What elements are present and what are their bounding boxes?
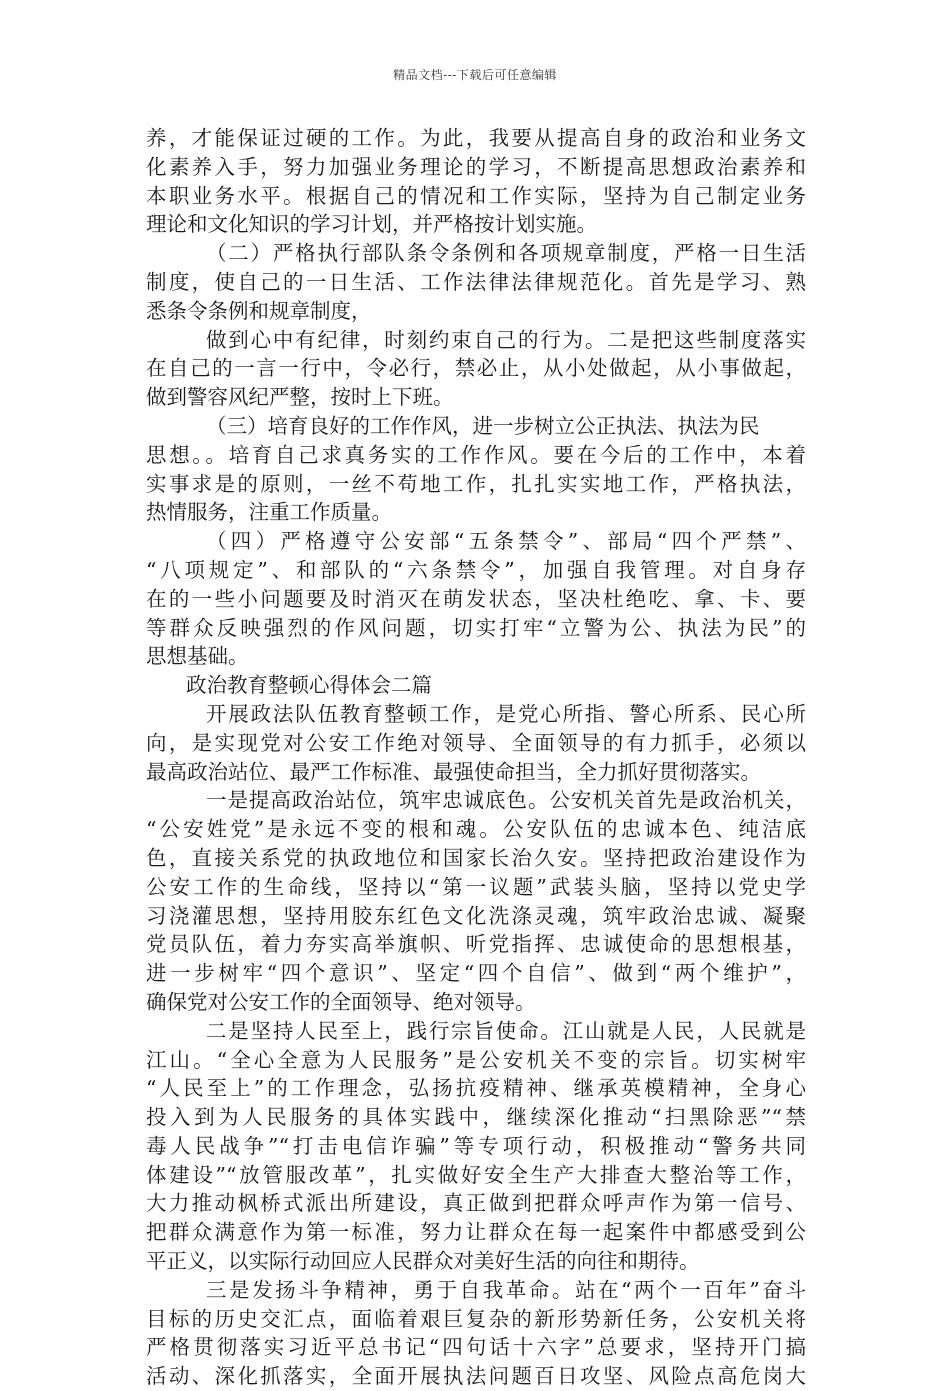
- text-line: 色，直接关系党的执政地位和国家长治久安。坚持把政治建设作为: [146, 845, 806, 870]
- text-line: 热情服务，注重工作质量。: [146, 500, 392, 525]
- text-line: “人民至上”的工作理念，弘扬抗疫精神、继承英模精神，全身心: [146, 1076, 806, 1101]
- text-line: 政治教育整顿心得体会二篇: [186, 673, 432, 698]
- text-line: 向，是实现党对公安工作绝对领导、全面领导的有力抓手，必须以: [146, 730, 806, 755]
- text-line: 制度，使自己的一日生活、工作法律法律规范化。首先是学习、熟: [146, 269, 806, 294]
- text-line: 投入到为人民服务的具体实践中，继续深化推动“扫黑除恶”“禁: [146, 1105, 806, 1130]
- text-line: 把群众满意作为第一标准，努力让群众在每一起案件中都感受到公: [146, 1220, 806, 1245]
- text-line: （二）严格执行部队条令条例和各项规章制度，严格一日生活: [206, 241, 806, 266]
- text-line: 严格贯彻落实习近平总书记“四句话十六字”总要求，坚持开门搞: [146, 1335, 806, 1360]
- text-line: 体建设”“放管服改革”，扎实做好安全生产大排查大整治等工作，: [146, 1162, 806, 1187]
- text-line: （四）严格遵守公安部“五条禁令”、部局“四个严禁”、: [206, 529, 806, 554]
- text-line: 二是坚持人民至上，践行宗旨使命。江山就是人民，人民就是: [206, 1018, 806, 1043]
- text-line: 平正义，以实际行动回应人民群众对美好生活的向往和期待。: [146, 1249, 700, 1274]
- text-line: “公安姓党”是永远不变的根和魂。公安队伍的忠诚本色、纯洁底: [146, 817, 806, 842]
- text-line: 三是发扬斗争精神，勇于自我革命。站在“两个一百年”奋斗: [206, 1277, 806, 1302]
- text-line: 目标的历史交汇点，面临着艰巨复杂的新形势新任务，公安机关将: [146, 1306, 806, 1331]
- text-line: 大力推动枫桥式派出所建设，真正做到把群众呼声作为第一信号、: [146, 1191, 806, 1216]
- text-line: 实事求是的原则，一丝不苟地工作，扎扎实实地工作，严格执法，: [146, 471, 806, 496]
- text-line: 公安工作的生命线，坚持以“第一议题”武装头脑，坚持以党史学: [146, 874, 806, 899]
- text-line: 等群众反映强烈的作风问题，切实打牢“立警为公、执法为民”的: [146, 615, 806, 640]
- text-line: 党员队伍，着力夯实高举旗帜、听党指挥、忠诚使命的思想根基，: [146, 932, 806, 957]
- text-line: 化素养入手，努力加强业务理论的学习，不断提高思想政治素养和: [146, 154, 806, 179]
- text-line: 一是提高政治站位，筑牢忠诚底色。公安机关首先是政治机关，: [206, 788, 806, 813]
- text-line: （三）培育良好的工作作风，进一步树立公正执法、执法为民: [206, 413, 760, 438]
- text-line: 做到警容风纪严整，按时上下班。: [146, 385, 454, 410]
- text-line: 思想基础。: [146, 644, 249, 669]
- document-body: [146, 124, 806, 1391]
- text-line: 毒人民战争”“打击电信诈骗”等专项行动，积极推动“警务共同: [146, 1133, 806, 1158]
- page-header: 精品文档---下载后可任意编辑: [393, 68, 557, 82]
- text-line: 江山。“全心全意为人民服务”是公安机关不变的宗旨。切实树牢: [146, 1047, 806, 1072]
- text-line: 在自己的一言一行中，令必行，禁必止，从小处做起，从小事做起，: [146, 356, 806, 381]
- text-line: “八项规定”、和部队的“六条禁令”，加强自我管理。对自身存: [146, 557, 806, 582]
- text-line: 习浇灌思想，坚持用胶东红色文化洗涤灵魂，筑牢政治忠诚、凝聚: [146, 903, 806, 928]
- text-line: 活动、深化抓落实，全面开展执法问题百日攻坚、风险点高危岗大: [146, 1364, 806, 1389]
- text-line: 养，才能保证过硬的工作。为此，我要从提高自身的政治和业务文: [146, 126, 806, 150]
- text-line: 最高政治站位、最严工作标准、最强使命担当，全力抓好贯彻落实。: [146, 759, 761, 784]
- text-line: 确保党对公安工作的全面领导、绝对领导。: [146, 989, 536, 1014]
- text-line: 进一步树牢“四个意识”、坚定“四个自信”、做到“两个维护”，: [146, 961, 806, 986]
- text-line: 做到心中有纪律，时刻约束自己的行为。二是把这些制度落实: [206, 327, 806, 352]
- text-line: 悉条令条例和规章制度，: [146, 298, 372, 323]
- text-line: 思想。。培育自己求真务实的工作作风。要在今后的工作中，本着: [146, 442, 806, 467]
- text-line: 本职业务水平。根据自己的情况和工作实际，坚持为自己制定业务: [146, 183, 806, 208]
- text-line: 开展政法队伍教育整顿工作，是党心所指、警心所系、民心所: [206, 701, 806, 726]
- text-line: 理论和文化知识的学习计划，并严格按计划实施。: [146, 212, 597, 237]
- text-line: 在的一些小问题要及时消灭在萌发状态，坚决杜绝吃、拿、卡、要: [146, 586, 806, 611]
